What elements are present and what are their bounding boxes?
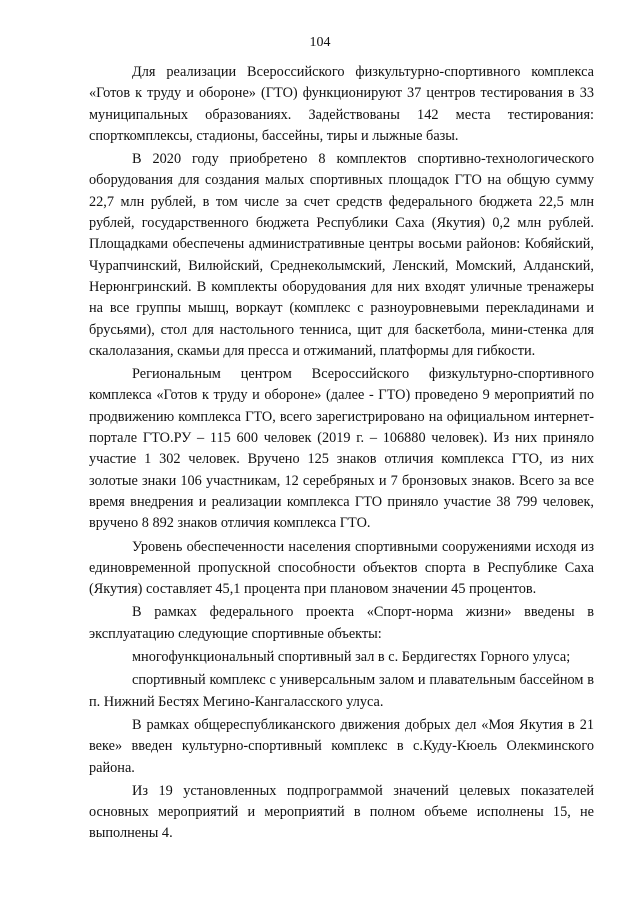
paragraph-federal-project: В рамках федерального проекта «Спорт-норма жизни» введены в эксплуатацию следующие спортивные объекты: <box>89 604 594 642</box>
paragraph-facility-coverage: Уровень обеспеченности населения спортивными сооружениями исходя из единовременной пропускной способности объектов спорта в Республике Саха (Якутия) составляет 45,1 процента при плановом значении 45 процентов. <box>89 538 594 598</box>
paragraph-target-indicators: Из 19 установленных подпрограммой значений целевых показателей основных мероприятий и мероприятий в полном объеме исполнены 15, не выполнены 4. <box>89 782 594 842</box>
page-number: 104 <box>309 35 331 50</box>
paragraph-good-deeds-movement: В рамках общереспубликанского движения добрых дел «Моя Якутия в 21 веке» введен культурно-спортивный комплекс в с.Куду-Кюель Олекминского района. <box>89 716 594 776</box>
paragraph-regional-center-events: Региональным центром Всероссийского физкультурно-спортивного комплекса «Готов к труду и обороне» (далее - ГТО) проведено 9 мероприятий по продвижению комплекса ГТО, всего зарегистрировано на официальном интернет-портале ГТО.РУ – 115 600 человек (2019 г. – 106880 человек). Из них приняло участие 1 302 человек. Вручено 125 знаков отличия комплекса ГТО, из них золотые знаки 106 участникам, 12 серебряных и 7 бронзовых знаков. Всего за все время внедрения и реализации комплекса ГТО приняло участие 38 799 человек, вручено 8 892 знаков отличия комплекса ГТО. <box>89 366 594 532</box>
list-item-sports-complex: спортивный комплекс с универсальным залом и плавательным бассейном в п. Нижний Бестях Мегино-Кангаласского улуса. <box>89 672 594 710</box>
body-text <box>89 62 594 847</box>
paragraph-equipment-purchase: В 2020 году приобретено 8 комплектов спортивно-технологического оборудования для создания малых спортивных площадок ГТО на общую сумму 22,7 млн рублей, в том числе за счет средств федерального бюджета 22,5 млн рублей, государственного бюджета Республики Саха (Якутия) 0,2 млн рублей. Площадками обеспечены административные центры восьми районов: Кобяйский, Чурапчинский, Вилюйский, Среднеколымский, Ленский, Момский, Алданский, Нерюнгринский. В комплекты оборудования для них входят уличные тренажеры на все группы мышц, воркаут (комплекс с разноуровневыми перекладинами и брусьями), стол для настольного тенниса, щит для баскетбола, мини-стенка для скалолазания, скамьи для пресса и отжиманий, платформы для гибкости. <box>89 151 594 359</box>
list-item-sports-hall: многофункциональный спортивный зал в с. Бердигестях Горного улуса; <box>132 649 571 666</box>
paragraph-gto-testing-centers: Для реализации Всероссийского физкультурно-спортивного комплекса «Готов к труду и обороне» (ГТО) функционируют 37 центров тестирования в 33 муниципальных образованиях. Задействованы 142 места тестирования: спорткомплексы, стадионы, бассейны, тиры и лыжные базы. <box>89 64 594 144</box>
